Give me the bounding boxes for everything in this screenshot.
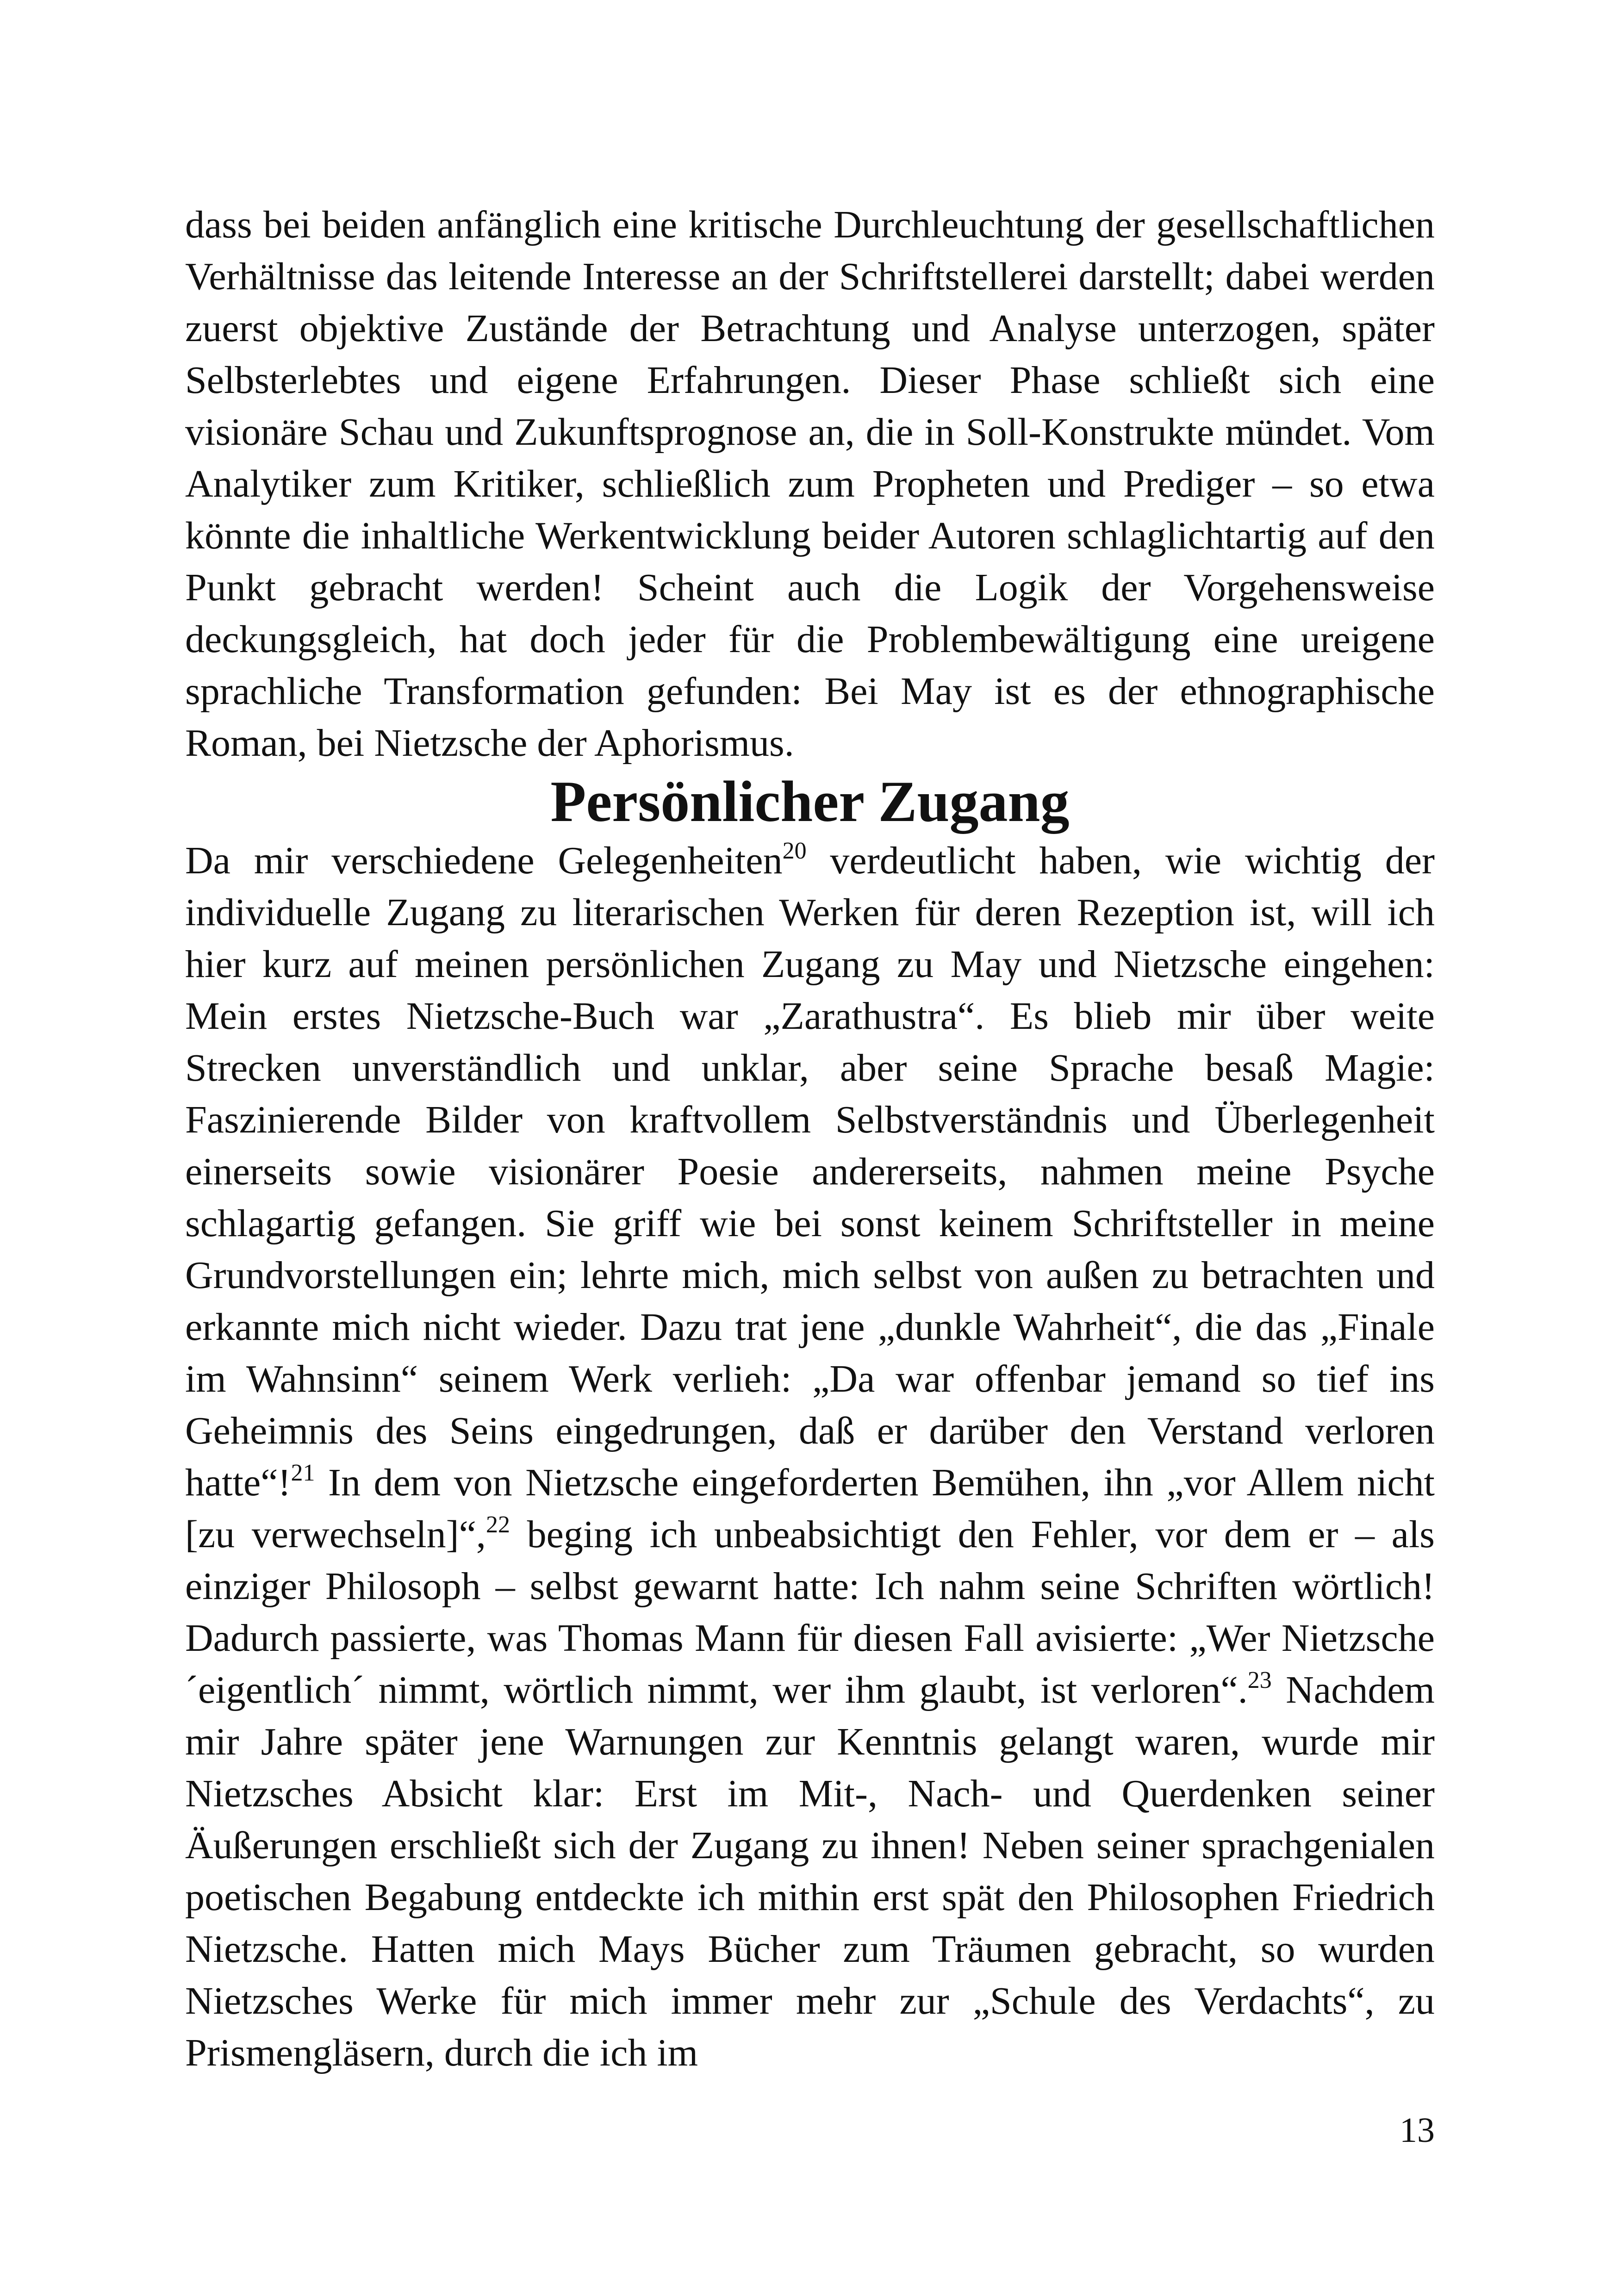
page-body	[185, 199, 1435, 2079]
text-segment: Nachdem mir Jahre später jene Warnungen zur Kenntnis gelangt waren, wurde mir Nietzsches Absicht klar: Erst im Mit-, Nach- und Querdenken seiner Äußerungen erschließt sich der Zugang zu ihnen! Neben seiner sprachgenialen poetischen Begabung entdeckte ich mithin erst spät den Philosophen Friedrich Nietzsche. Hatten mich Mays Bücher zum Träumen gebracht, so wurden Nietzsches Werke für mich immer mehr zur „Schule des Verdachts“, zu Prismengläsern, durch die ich im	[185, 1668, 1435, 2074]
paragraph-continuation: dass bei beiden anfänglich eine kritische Durchleuchtung der gesellschaftlichen Verhältnisse das leitende Interesse an der Schriftstellerei darstellt; dabei werden zuerst objektive Zustände der Betrachtung und Analyse unterzogen, später Selbsterlebtes und eigene Erfahrungen. Dieser Phase schließt sich eine visionäre Schau und Zukunftsprognose an, die in Soll-Konstrukte mündet. Vom Analytiker zum Kritiker, schließlich zum Propheten und Prediger – so etwa könnte die inhaltliche Werkentwicklung beider Autoren schlaglichtartig auf den Punkt gebracht werden! Scheint auch die Logik der Vorgehensweise deckungsgleich, hat doch jeder für die Problembewältigung eine ureigene sprachliche Transformation gefunden: Bei May ist es der ethnographische Roman, bei Nietzsche der Aphorismus.	[185, 203, 1435, 765]
page-number: 13	[1400, 2111, 1435, 2150]
footnote-ref-21: 21	[291, 1460, 315, 1486]
section-heading: Persönlicher Zugang	[550, 770, 1070, 834]
footnote-ref-23: 23	[1247, 1667, 1272, 1693]
text-segment: Da mir verschiedene Gelegenheiten	[185, 839, 783, 882]
text-segment: In dem von Nietzsche eingeforderten Bemühen, ihn „vor Allem nicht [zu verwechseln]“,	[185, 1461, 1435, 1556]
text-segment: beging ich unbeabsichtigt den Fehler, vor dem er – als einziger Philosoph – selbst gewarnt hatte: Ich nahm seine Schriften wörtlich! Dadurch passierte, was Thomas Mann für diesen Fall avisierte: „Wer Nietzsche ´eigentlich´ nimmt, wörtlich nimmt, wer ihm glaubt, ist verloren“.	[185, 1513, 1435, 1711]
footnote-ref-20: 20	[782, 838, 807, 864]
text-segment: verdeutlicht haben, wie wichtig der individuelle Zugang zu literarischen Werken für deren Rezeption ist, will ich hier kurz auf meinen persönlichen Zugang zu May und Nietzsche eingehen: Mein erstes Nietzsche-Buch war „Zarathustra“. Es blieb mir über weite Strecken unverständlich und unklar, aber seine Sprache besaß Magie: Faszinierende Bilder von kraftvollem Selbstverständnis und Überlegenheit einerseits sowie visionärer Poesie andererseits, nahmen meine Psyche schlagartig gefangen. Sie griff wie bei sonst keinem Schriftsteller in meine Grundvorstellungen ein; lehrte mich, mich selbst von außen zu betrachten und erkannte mich nicht wieder. Dazu trat jene „dunkle Wahrheit“, die das „Finale im Wahnsinn“ seinem Werk verlieh: „Da war offenbar jemand so tief ins Geheimnis des Seins eingedrungen, daß er darüber den Verstand verloren hatte“!	[185, 839, 1435, 1504]
footnote-ref-22: 22	[485, 1512, 510, 1538]
paragraph-personal-access	[185, 835, 1435, 2079]
